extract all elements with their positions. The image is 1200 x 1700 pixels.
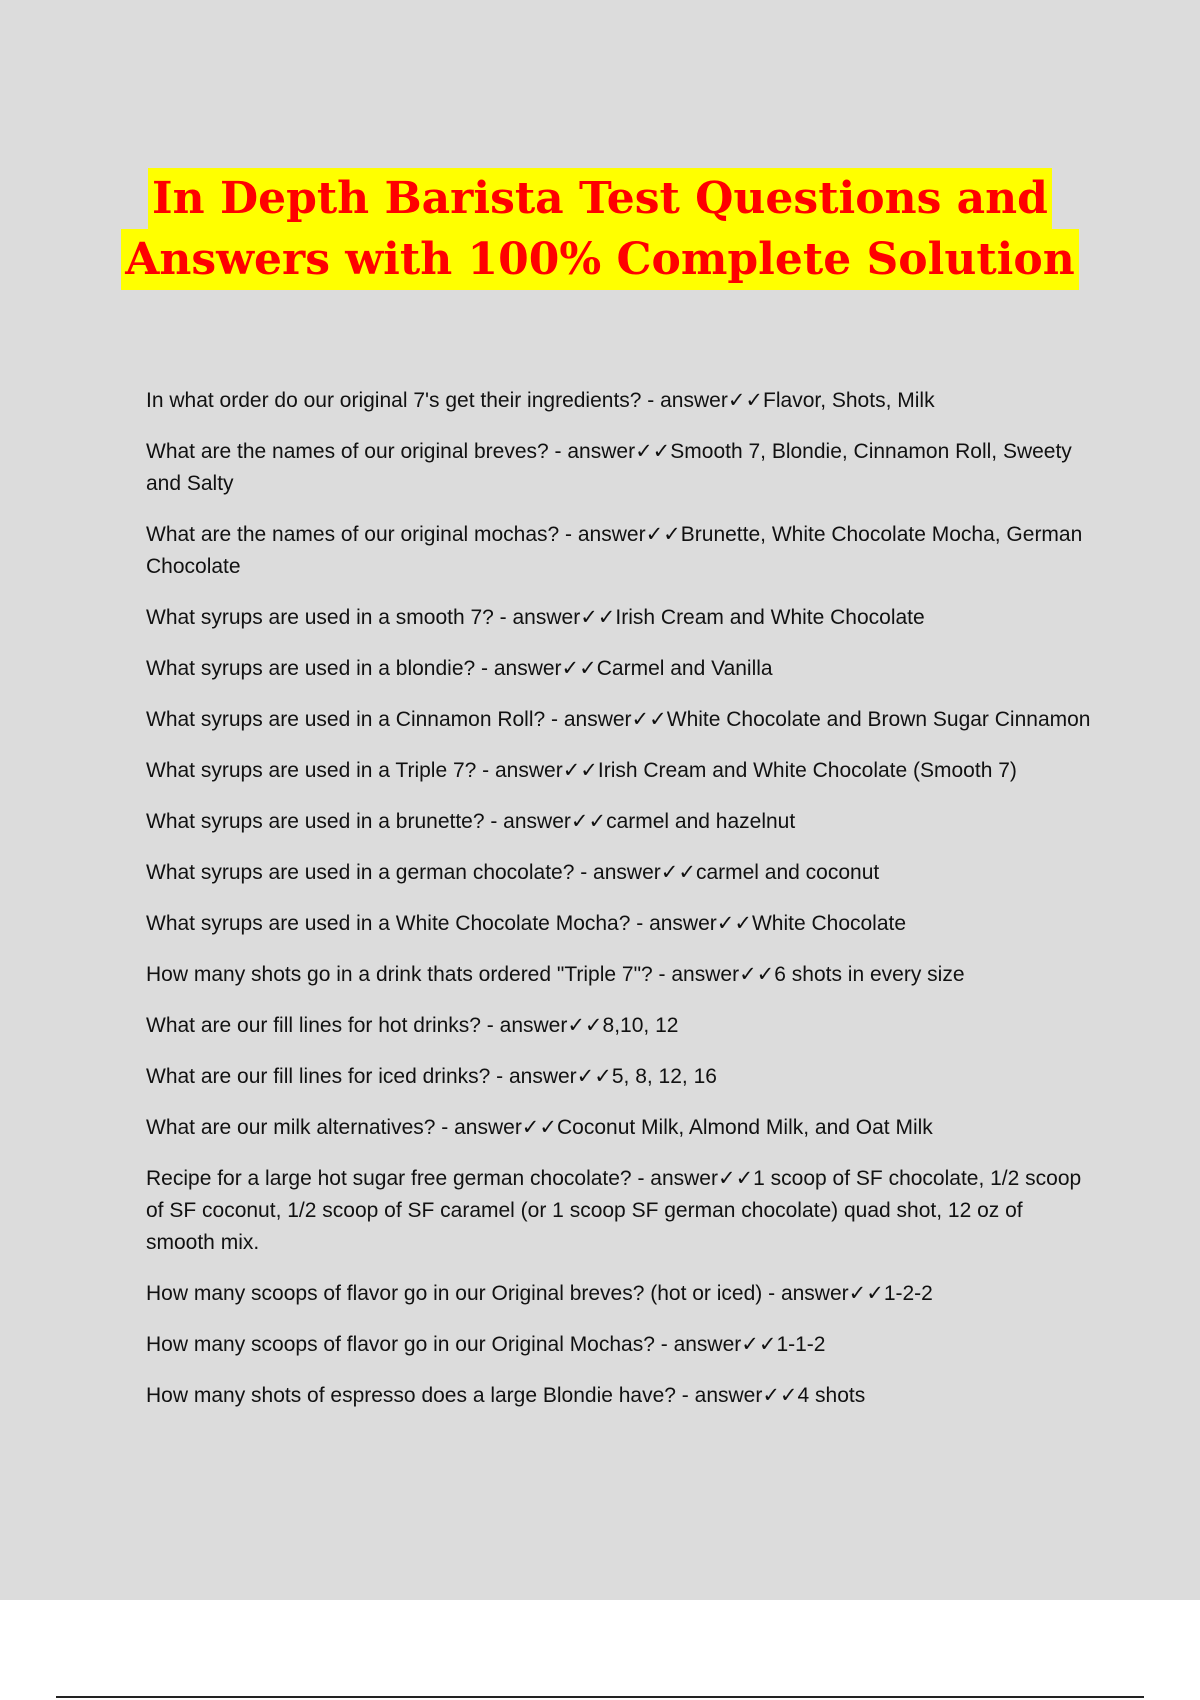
- qa-item-13: What are our fill lines for iced drinks? - answer✓✓5, 8, 12, 16: [146, 1065, 717, 1088]
- qa-item-12: What are our fill lines for hot drinks? - answer✓✓8,10, 12: [146, 1014, 679, 1037]
- qa-item-14: What are our milk alternatives? - answer✓✓Coconut Milk, Almond Milk, and Oat Milk: [146, 1116, 933, 1139]
- qa-item-16: How many scoops of flavor go in our Original breves? (hot or iced) - answer✓✓1-2-2: [146, 1282, 933, 1305]
- qa-item-7: What syrups are used in a Triple 7? - answer✓✓Irish Cream and White Chocolate (Smooth 7): [146, 759, 1017, 782]
- qa-item-6: What syrups are used in a Cinnamon Roll? - answer✓✓White Chocolate and Brown Sugar Cinnamon: [146, 708, 1091, 731]
- document-title: [0, 168, 1200, 290]
- qa-item-2: What are the names of our original breves? - answer✓✓Smooth 7, Blondie, Cinnamon Roll, Sweety and Salty: [146, 440, 1072, 495]
- qa-item-1: In what order do our original 7's get their ingredients? - answer✓✓Flavor, Shots, Milk: [146, 389, 935, 412]
- qa-item-17: How many scoops of flavor go in our Original Mochas? - answer✓✓1-1-2: [146, 1333, 826, 1356]
- qa-item-18: How many shots of espresso does a large Blondie have? - answer✓✓4 shots: [146, 1384, 866, 1407]
- qa-list: [146, 385, 1096, 1431]
- qa-item-4: What syrups are used in a smooth 7? - answer✓✓Irish Cream and White Chocolate: [146, 606, 925, 629]
- qa-item-15: Recipe for a large hot sugar free german chocolate? - answer✓✓1 scoop of SF chocolate, 1/2 scoop of SF coconut, 1/2 scoop of SF caramel (or 1 scoop SF german chocolate) quad shot, 12 oz of smooth mix.: [146, 1167, 1082, 1254]
- qa-item-9: What syrups are used in a german chocolate? - answer✓✓carmel and coconut: [146, 861, 880, 884]
- qa-item-10: What syrups are used in a White Chocolate Mocha? - answer✓✓White Chocolate: [146, 912, 907, 935]
- title-line-2: Answers with 100% Complete Solution: [121, 229, 1078, 290]
- qa-item-5: What syrups are used in a blondie? - answer✓✓Carmel and Vanilla: [146, 657, 773, 680]
- qa-item-3: What are the names of our original mochas? - answer✓✓Brunette, White Chocolate Mocha, German Chocolate: [146, 523, 1083, 578]
- title-line-1: In Depth Barista Test Questions and: [148, 168, 1052, 229]
- qa-item-8: What syrups are used in a brunette? - answer✓✓carmel and hazelnut: [146, 810, 796, 833]
- qa-item-11: How many shots go in a drink thats ordered "Triple 7"? - answer✓✓6 shots in every size: [146, 963, 965, 986]
- footer-rule: [56, 1696, 1144, 1698]
